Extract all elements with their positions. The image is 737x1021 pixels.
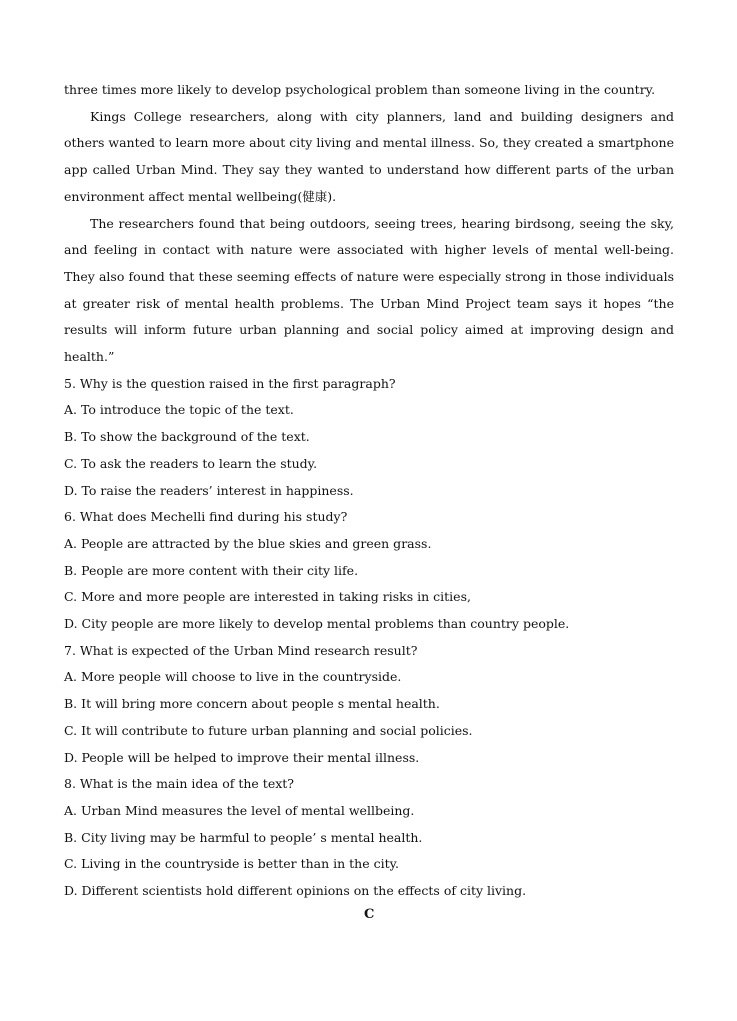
option-a: A. To introduce the topic of the text. xyxy=(64,402,294,418)
question-list xyxy=(64,371,674,905)
question-5 xyxy=(64,371,674,505)
question-stem: 5. Why is the question raised in the first paragraph? xyxy=(64,375,396,391)
option-a: A. People are attracted by the blue skies and green grass. xyxy=(64,535,432,551)
option-b: B. To show the background of the text. xyxy=(64,429,310,445)
option-b: B. People are more content with their city life. xyxy=(64,562,359,578)
option-d: D. City people are more likely to develop mental problems than country people. xyxy=(64,616,570,632)
option-a: A. More people will choose to live in the countryside. xyxy=(64,669,402,685)
question-7 xyxy=(64,638,674,772)
option-b: B. It will bring more concern about people s mental health. xyxy=(64,696,440,712)
option-c: C. More and more people are interested in taking risks in cities, xyxy=(64,589,471,605)
option-c: C. Living in the countryside is better than in the city. xyxy=(64,856,399,872)
paragraph-3: The researchers found that being outdoors, seeing trees, hearing birdsong, seeing the sky, and feeling in contact with nature were associated with higher levels of mental well-being. They also found that these seeming effects of nature were especially strong in those individuals at greater risk of mental health problems. The Urban Mind Project team says it hopes “the results will inform future urban planning and social policy aimed at improving design and health.” xyxy=(64,215,674,365)
question-6 xyxy=(64,504,674,638)
document-page xyxy=(64,77,674,905)
question-stem: 6. What does Mechelli find during his study? xyxy=(64,509,348,525)
option-d: D. To raise the readers’ interest in happiness. xyxy=(64,482,354,498)
option-b: B. City living may be harmful to people’ s mental health. xyxy=(64,829,423,845)
option-c: C. It will contribute to future urban planning and social policies. xyxy=(64,722,473,738)
paragraph-1-tail: three times more likely to develop psychological problem than someone living in the country. xyxy=(64,82,656,97)
reading-passage xyxy=(64,77,674,371)
option-d: D. Different scientists hold different opinions on the effects of city living. xyxy=(64,883,527,899)
option-a: A. Urban Mind measures the level of mental wellbeing. xyxy=(64,802,415,818)
question-8 xyxy=(64,771,674,905)
section-letter: C xyxy=(364,907,375,922)
question-stem: 7. What is expected of the Urban Mind research result? xyxy=(64,642,418,658)
option-d: D. People will be helped to improve their mental illness. xyxy=(64,749,420,765)
question-stem: 8. What is the main idea of the text? xyxy=(64,776,294,792)
paragraph-2: Kings College researchers, along with city planners, land and building designers and others wanted to learn more about city living and mental illness. So, they created a smartphone app called Urban Mind. They say they wanted to understand how different parts of the urban environment affect mental wellbeing(健康). xyxy=(64,108,674,204)
option-c: C. To ask the readers to learn the study. xyxy=(64,455,318,471)
